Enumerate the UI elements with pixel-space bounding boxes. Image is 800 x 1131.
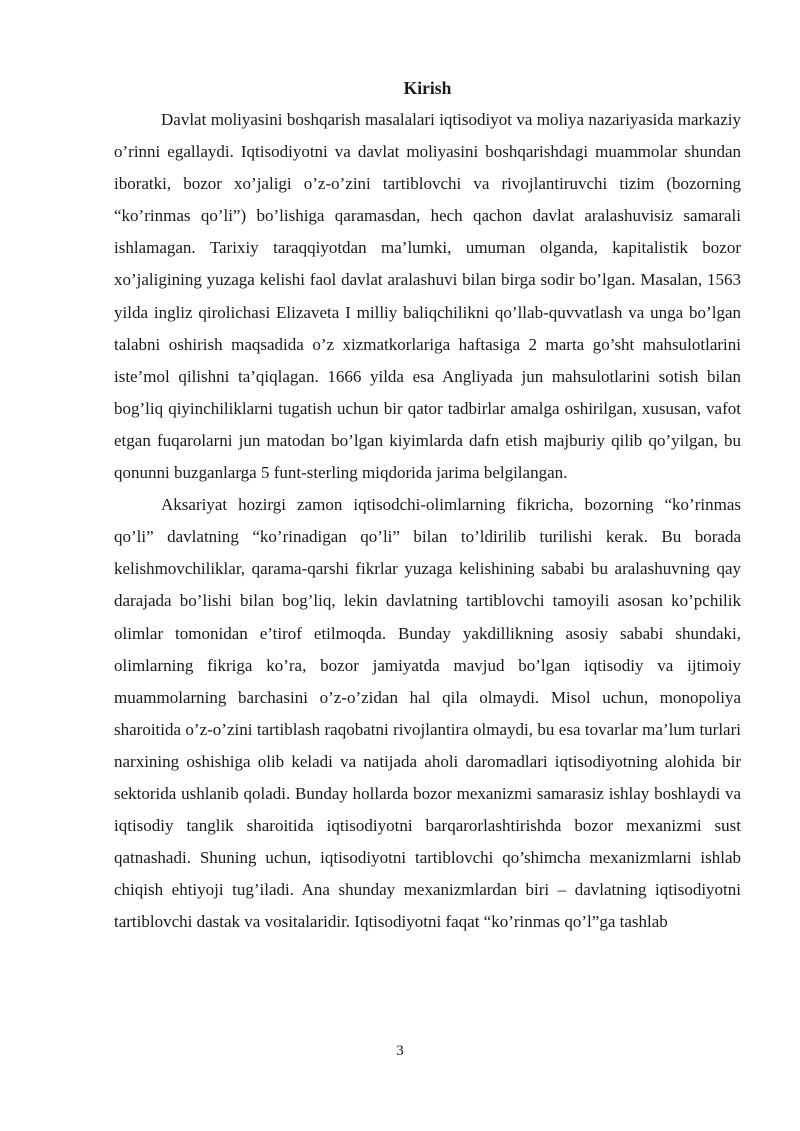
page-number: 3	[396, 1043, 404, 1059]
page-title: Kirish	[403, 78, 452, 98]
page-content	[114, 74, 741, 938]
paragraph-2: Aksariyat hozirgi zamon iqtisodchi-olimlarning fikricha, bozorning “ko’rinmas qo’li” davlatning “ko’rinadigan qo’li” bilan to’ldirilib turilishi kerak. Bu borada kelishmovchiliklar, qarama-qarshi fikrlar yuzaga kelishining sababi bu aralashuvning qay darajada bo’lishi bilan bog’liq, lekin davlatning tartiblovchi tamoyili asosan ko’pchilik olimlar tomonidan e’tirof etilmoqda. Bunday yakdillikning asosiy sababi shundaki, olimlarning fikriga ko’ra, bozor jamiyatda mavjud bo’lgan iqtisodiy va ijtimoiy muammolarning barchasini o’z-o’zidan hal qila olmaydi. Misol uchun, monopoliya sharoitida o’z-o’zini tartiblash raqobatni rivojlantira olmaydi, bu esa tovarlar ma’lum turlari narxining oshishiga olib keladi va natijada aholi daromadlari iqtisodiyotning alohida bir sektorida ushlanib qoladi. Bunday hollarda bozor mexanizmi samarasiz ishlay boshlaydi va iqtisodiy tanglik sharoitida iqtisodiyotni barqarorlashtirishda bozor mexanizmi sust qatnashadi. Shuning uchun, iqtisodiyotni tartiblovchi qo’shimcha mexanizmlarni ishlab chiqish ehtiyoji tug’iladi. Ana shunday mexanizmlardan biri – davlatning iqtisodiyotni tartiblovchi dastak va vositalaridir. Iqtisodiyotni faqat “ko’rinmas qo’l”ga tashlab	[114, 495, 741, 932]
paragraph-1: Davlat moliyasini boshqarish masalalari iqtisodiyot va moliya nazariyasida markaziy o’rinni egallaydi. Iqtisodiyotni va davlat moliyasini boshqarishdagi muammolar shundan iboratki, bozor xo’jaligi o’z-o’zini tartiblovchi va rivojlantiruvchi tizim (bozorning “ko’rinmas qo’li”) bo’lishiga qaramasdan, hech qachon davlat aralashuvisiz samarali ishlamagan. Tarixiy taraqqiyotdan ma’lumki, umuman olganda, kapitalistik bozor xo’jaligining yuzaga kelishi faol davlat aralashuvi bilan birga sodir bo’lgan. Masalan, 1563 yilda ingliz qirolichasi Elizaveta I milliy baliqchilikni qo’llab-quvvatlash va unga bo’lgan talabni oshirish maqsadida o’z xizmatkorlariga haftasiga 2 marta go’sht mahsulotlarini iste’mol qilishni ta’qiqlagan. 1666 yilda esa Angliyada jun mahsulotlarini sotish bilan bog’liq qiyinchiliklarni tugatish uchun bir qator tadbirlar amalga oshirilgan, xususan, vafot etgan fuqarolarni jun matodan bo’lgan kiyimlarda dafn etish majburiy qilib qo’yilgan, bu qonunni buzganlarga 5 funt-sterling miqdorida jarima belgilangan.	[114, 110, 741, 483]
